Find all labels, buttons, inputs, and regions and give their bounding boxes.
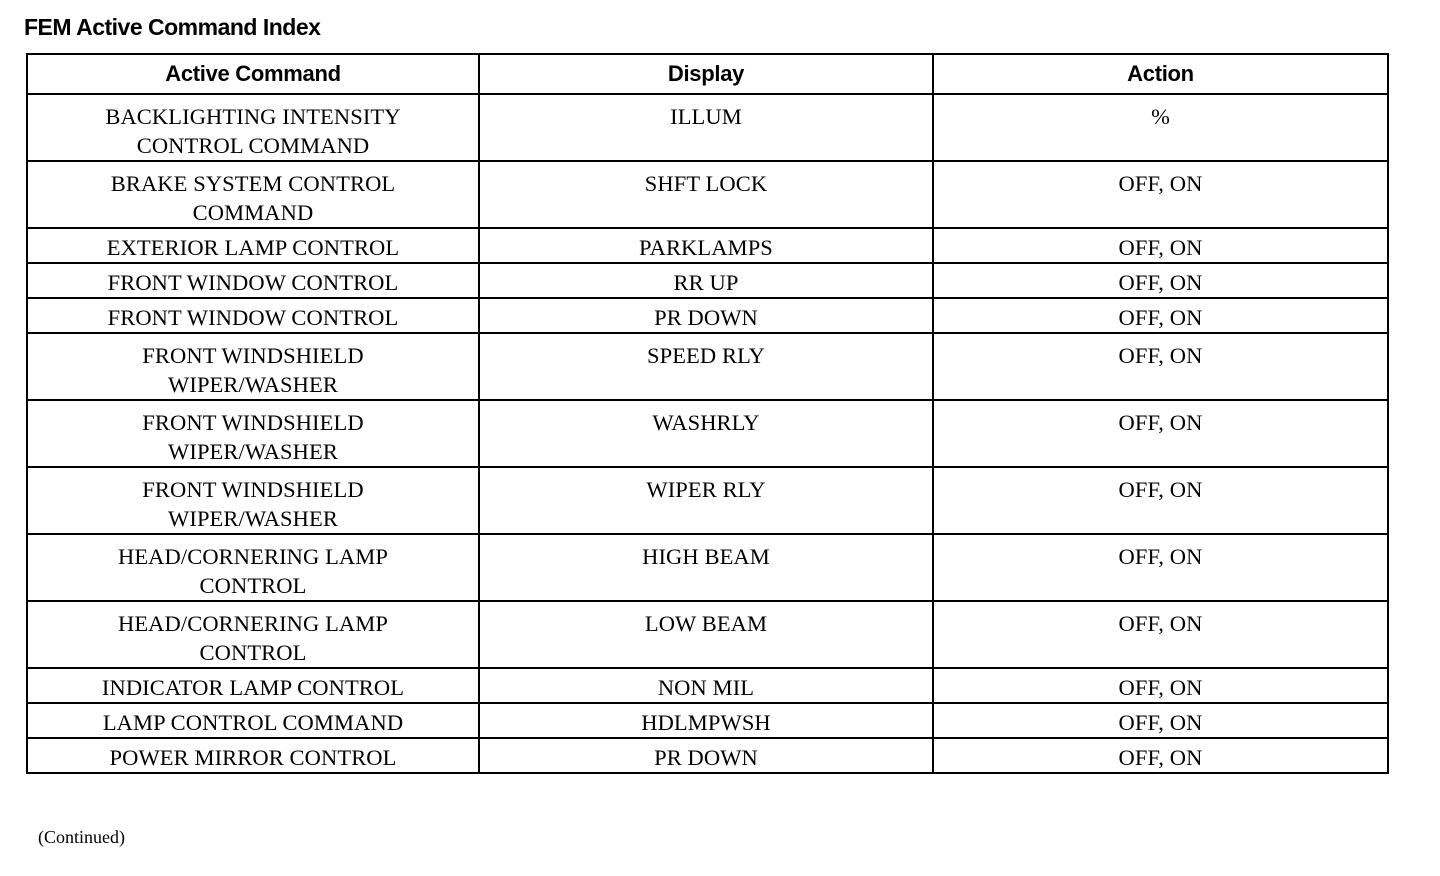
- command-line: HEAD/CORNERING LAMP: [117, 611, 389, 636]
- cell-action: OFF, ON: [933, 703, 1388, 738]
- cell-action: OFF, ON: [933, 161, 1388, 228]
- cell-action: OFF, ON: [933, 298, 1388, 333]
- cell-display: HIGH BEAM: [479, 534, 933, 601]
- cell-display: PR DOWN: [479, 738, 933, 773]
- cell-active-command: [27, 400, 479, 467]
- table-row: [27, 298, 1388, 333]
- header-display: Display: [479, 54, 933, 94]
- cell-action: OFF, ON: [933, 534, 1388, 601]
- command-line: FRONT WINDOW CONTROL: [107, 270, 399, 295]
- command-line: INDICATOR LAMP CONTROL: [101, 675, 405, 700]
- page-title: FEM Active Command Index: [24, 14, 321, 40]
- cell-action: OFF, ON: [933, 400, 1388, 467]
- command-line: BACKLIGHTING INTENSITY: [105, 104, 401, 129]
- cell-display: RR UP: [479, 263, 933, 298]
- table-row: [27, 668, 1388, 703]
- command-line: LAMP CONTROL COMMAND: [102, 710, 404, 735]
- command-line: BRAKE SYSTEM CONTROL: [110, 171, 396, 196]
- cell-action: OFF, ON: [933, 601, 1388, 668]
- cell-active-command: [27, 738, 479, 773]
- cell-active-command: [27, 333, 479, 400]
- cell-display: SPEED RLY: [479, 333, 933, 400]
- command-line: CONTROL: [199, 640, 307, 665]
- header-action: Action: [933, 54, 1388, 94]
- command-line: FRONT WINDOW CONTROL: [107, 305, 399, 330]
- cell-active-command: [27, 467, 479, 534]
- cell-action: OFF, ON: [933, 263, 1388, 298]
- table-header-row: [27, 54, 1388, 94]
- cell-active-command: [27, 94, 479, 161]
- cell-action: OFF, ON: [933, 668, 1388, 703]
- table-row: [27, 94, 1388, 161]
- command-line: FRONT WINDSHIELD: [142, 477, 364, 502]
- table-row: [27, 400, 1388, 467]
- command-line: POWER MIRROR CONTROL: [109, 745, 397, 770]
- command-line: WIPER/WASHER: [168, 439, 338, 464]
- table-row: [27, 467, 1388, 534]
- cell-active-command: [27, 703, 479, 738]
- cell-active-command: [27, 161, 479, 228]
- cell-action: %: [933, 94, 1388, 161]
- command-index-table: [26, 53, 1389, 774]
- table-row: [27, 601, 1388, 668]
- cell-action: OFF, ON: [933, 467, 1388, 534]
- cell-display: ILLUM: [479, 94, 933, 161]
- cell-active-command: [27, 228, 479, 263]
- cell-display: PARKLAMPS: [479, 228, 933, 263]
- cell-display: HDLMPWSH: [479, 703, 933, 738]
- table-row: [27, 703, 1388, 738]
- continued-note: (Continued): [38, 827, 125, 847]
- cell-display: WIPER RLY: [479, 467, 933, 534]
- cell-active-command: [27, 668, 479, 703]
- command-line: CONTROL: [199, 573, 307, 598]
- command-line: HEAD/CORNERING LAMP: [117, 544, 389, 569]
- cell-action: OFF, ON: [933, 228, 1388, 263]
- command-line: EXTERIOR LAMP CONTROL: [106, 235, 400, 260]
- command-line: COMMAND: [192, 200, 314, 225]
- command-line: CONTROL COMMAND: [136, 133, 370, 158]
- command-line: FRONT WINDSHIELD: [142, 343, 364, 368]
- cell-action: OFF, ON: [933, 333, 1388, 400]
- table-row: [27, 161, 1388, 228]
- command-line: WIPER/WASHER: [168, 506, 338, 531]
- cell-active-command: [27, 601, 479, 668]
- cell-active-command: [27, 263, 479, 298]
- table-row: [27, 534, 1388, 601]
- command-line: WIPER/WASHER: [168, 372, 338, 397]
- cell-display: WASHRLY: [479, 400, 933, 467]
- cell-active-command: [27, 298, 479, 333]
- command-line: FRONT WINDSHIELD: [142, 410, 364, 435]
- table-row: [27, 263, 1388, 298]
- cell-action: OFF, ON: [933, 738, 1388, 773]
- cell-display: SHFT LOCK: [479, 161, 933, 228]
- table-row: [27, 333, 1388, 400]
- table-row: [27, 228, 1388, 263]
- cell-display: NON MIL: [479, 668, 933, 703]
- cell-display: PR DOWN: [479, 298, 933, 333]
- cell-display: LOW BEAM: [479, 601, 933, 668]
- table-row: [27, 738, 1388, 773]
- header-active-command: Active Command: [27, 54, 479, 94]
- cell-active-command: [27, 534, 479, 601]
- table-body: [27, 94, 1388, 773]
